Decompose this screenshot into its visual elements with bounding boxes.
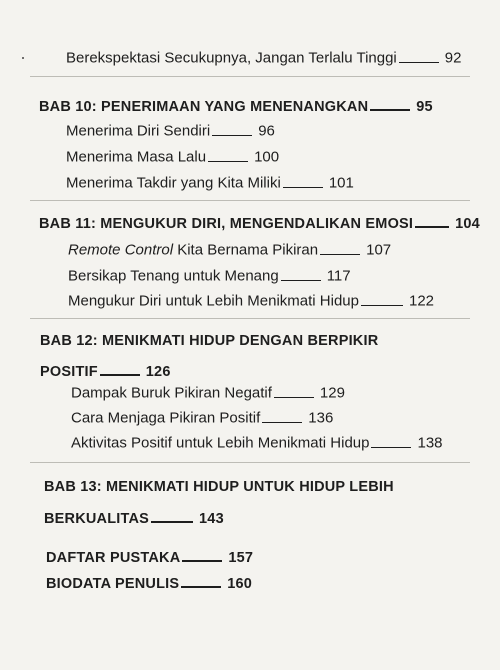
chapter-heading-continued[interactable] [40, 361, 171, 380]
leader-line [399, 48, 439, 63]
page-number: 101 [328, 174, 354, 192]
leader-line [151, 508, 193, 523]
entry-title: Aktivitas Positif untuk Lebih Menikmati Hidup [71, 434, 370, 452]
leader-line [212, 121, 252, 136]
entry-title: BIODATA PENULIS [46, 576, 180, 593]
page-number: 126 [145, 364, 171, 381]
divider [30, 318, 470, 319]
leader-line [320, 240, 360, 255]
page-number: 157 [228, 550, 254, 567]
leader-line [208, 147, 248, 162]
entry-title: Bersikap Tenang untuk Menang [68, 267, 279, 285]
chapter-heading[interactable] [39, 96, 433, 115]
entry-title: Cara Menjaga Pikiran Positif [71, 409, 261, 427]
toc-entry[interactable] [68, 266, 351, 284]
leader-line [283, 173, 323, 188]
page-number: 92 [444, 49, 462, 67]
toc-entry[interactable] [66, 147, 279, 165]
page-number: 136 [308, 409, 334, 427]
page-number: 104 [455, 216, 480, 233]
leader-line [182, 547, 222, 562]
entry-title: DAFTAR PUSTAKA [46, 550, 181, 567]
leader-line [100, 361, 140, 376]
chapter-title-line2: POSITIF [40, 364, 98, 381]
page-number: 160 [227, 576, 253, 593]
page-number: 138 [417, 434, 443, 452]
toc-entry[interactable] [66, 48, 461, 66]
entry-title-italic: Remote Control [68, 241, 174, 259]
stray-mark [22, 57, 24, 59]
chapter-title: BAB 10: PENERIMAAN YANG MENENANGKAN [39, 99, 369, 116]
toc-entry[interactable] [68, 240, 391, 258]
chapter-heading[interactable] [40, 334, 378, 349]
backmatter-entry-bibliography[interactable] [46, 547, 253, 566]
leader-line [181, 573, 221, 588]
divider [30, 76, 470, 77]
page-number: 95 [416, 99, 433, 116]
leader-line [262, 408, 302, 423]
page-number: 100 [254, 148, 280, 166]
entry-title: Berekspektasi Secukupnya, Jangan Terlalu Tinggi [66, 49, 397, 67]
chapter-title: BAB 11: MENGUKUR DIRI, MENGENDALIKAN EMOSI [39, 216, 414, 233]
toc-entry[interactable] [71, 433, 443, 451]
entry-title: Kita Bernama Pikiran [173, 241, 319, 259]
toc-entry[interactable] [66, 173, 354, 191]
entry-title: Menerima Masa Lalu [66, 148, 207, 166]
toc-entry[interactable] [66, 121, 275, 139]
leader-line [370, 96, 410, 111]
chapter-title-line1: BAB 13: MENIKMATI HIDUP UNTUK HIDUP LEBIH [44, 479, 394, 495]
backmatter-entry-author-bio[interactable] [46, 573, 252, 592]
page-number: 122 [408, 292, 435, 310]
toc-entry[interactable] [71, 408, 333, 426]
page-number: 129 [319, 384, 345, 402]
chapter-heading[interactable] [44, 480, 394, 495]
chapter-title-line1: BAB 12: MENIKMATI HIDUP DENGAN BERPIKIR [40, 333, 379, 349]
leader-line [371, 433, 411, 448]
chapter-heading-continued[interactable] [44, 508, 224, 527]
chapter-heading[interactable] [39, 213, 480, 232]
page-number: 143 [199, 511, 224, 528]
leader-line [361, 291, 403, 306]
page-number: 117 [326, 267, 351, 285]
page-number: 96 [258, 122, 275, 140]
entry-title: Menerima Takdir yang Kita Miliki [66, 174, 281, 192]
chapter-title-line2: BERKUALITAS [44, 511, 150, 528]
entry-title: Mengukur Diri untuk Lebih Menikmati Hidup [68, 292, 359, 310]
entry-title: Menerima Diri Sendiri [66, 122, 211, 140]
divider [30, 462, 470, 463]
leader-line [281, 266, 321, 281]
entry-title: Dampak Buruk Pikiran Negatif [71, 384, 272, 402]
divider [30, 200, 470, 201]
page-number: 107 [366, 241, 392, 259]
leader-line [415, 213, 449, 228]
toc-entry[interactable] [68, 291, 434, 309]
leader-line [274, 383, 314, 398]
toc-entry[interactable] [71, 383, 345, 401]
